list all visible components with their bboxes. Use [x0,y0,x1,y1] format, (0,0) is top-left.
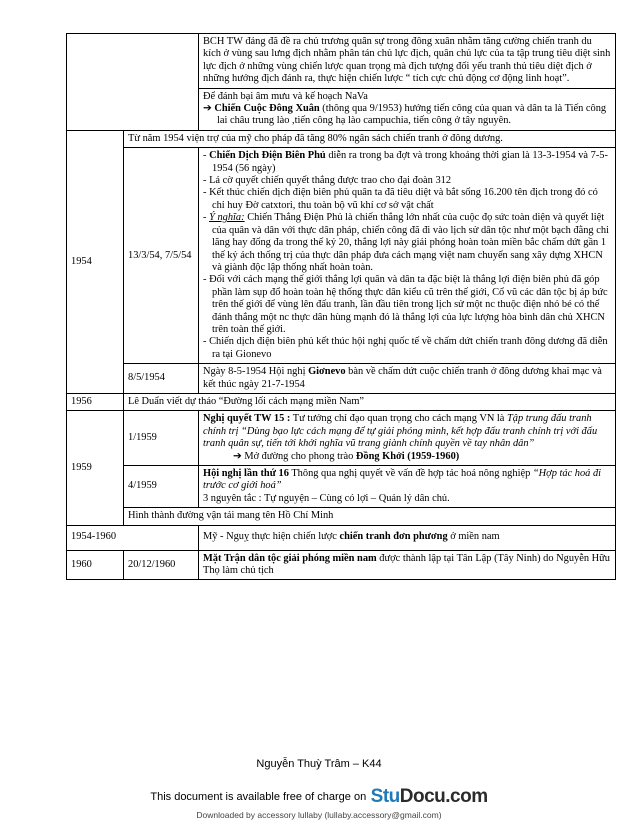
logo-com: .com [445,786,488,807]
year-cell: 1960 [67,550,124,580]
bold-text: Chiến Cuộc Đông Xuân [214,103,320,115]
year-cell: 1954 [67,130,124,393]
table-row [67,466,616,508]
dash: - [203,150,207,162]
bullet [203,336,611,361]
text: diễn ra trong ba đợt và trong khoảng thời gian là 13-3-1954 và 7-5-1954 (56 ngày) [212,150,608,174]
text: Chiến Thắng Điện Phủ là chiến thắng lớn nhất của cuộc đọ sức toàn diện và quyết liệt của quân và dân với thực dân pháp, chiến công đã đi vào lịch sử dân tộc như một bạch đằng chi lăng hay đống đa trong thế kỷ 20, thắng lợi này giải phóng hoàn toàn miền bắc chấm dứt gần 1 thế kỷ ách thống trị của thực dân pháp đưa cách mạng việt nam chuyển sang xây dựng XHCN và giành độc lập thống nhất hoàn toàn. [212,212,609,273]
free-notice: This document is available free of charge on [150,791,367,803]
studocu-logo[interactable] [371,786,488,807]
table-row [67,508,616,525]
table-row [67,525,616,550]
paragraph: Để đánh bại âm mưu và kế hoạch NaVa [203,90,368,102]
italic-text: “Hợp tác hoá đi trước cơ giới hoá” [203,468,602,492]
cell-text: Hình thành đường vận tải mang tên Hồ Chí Minh [124,508,616,525]
text: Kết thúc chiến dịch điện biên phủ quân ta đã tiêu diệt và bắt sống 16.200 tên địch trong đó có chỉ huy Đờ catxtori, thu toàn bộ vũ khí cơ sở vật chất [209,187,598,211]
table-row [67,550,616,580]
author-footer: Nguyễn Thuỳ Trâm – K44 [256,758,382,770]
cell-text [199,550,616,580]
cell-text [199,148,616,364]
text: Mỹ - Nguỵ thực hiện chiến lược [203,531,340,543]
cell-text: BCH TW đảng đã đề ra chủ trương quân sự trong đông xuân nhằm tăng cường chiến tranh du kích ở vùng sau lưng địch nhằm phân tán chủ lực địch, quân chủ lực của ta tập trung tiêu diệt sinh lực địch ở những vùng chiến lược quan trọng mà địch tượng đối yếu tranh thủ tiêu diệt địch ở những hướng địch đánh ra, thực hiện chiến lược “ tích cực chủ động cơ động linh hoạt”. [199,34,616,89]
table-row [67,393,616,410]
history-table [66,33,616,580]
dash: - [203,187,207,199]
bold-text: Nghị quyết TW 15 : [203,413,291,425]
logo-stu: Stu [370,786,400,807]
date-cell: 8/5/1954 [124,364,199,394]
dash: - [203,212,207,224]
text: Đối với cách mạng thế giới thắng lợi quân và dân ta đặc biệt là thắng lợi điện biên phủ đã góp phần làm sụp đổ hoàn toàn hệ thống thực dân kiểu cũ trên thế giới, Cổ vũ các dân tộc bị áp bức trên thế giới để vùng lên đấu tranh, lần đầu tiên trong lịch sử một nc thuộc điện nhỏ bé có thể đánh thắng một nc thực dân hùng mạnh đó là thắng lợi của lực lượng hòa bình dân chủ XHCN trên toàn thế giới. [209,274,608,335]
cell-text [199,88,616,130]
text: Ngày 8-5-1954 Hội nghị [203,366,309,378]
text: bàn về chấm dứt cuộc chiến tranh ở đông dương khai mạc và kết thúc ngày 21-7-1954 [203,366,602,390]
label-text: Ý nghĩa: [209,212,245,224]
paragraph [203,413,611,450]
bold-text: Giơnevo [308,366,346,378]
paragraph: 3 nguyên tắc : Tự nguyện – Cùng có lợi – Quản lý dân chủ. [203,492,450,504]
arrow-line [203,451,611,463]
table-row [67,130,616,147]
arrow-line [203,103,611,128]
date-cell: 4/1959 [124,466,199,508]
year-cell: 1959 [67,411,124,525]
bold-text: Hội nghị lần thứ 16 [203,468,289,479]
cell-text: Từ năm 1954 viện trợ của mỹ cho pháp đã tăng 80% ngân sách chiến tranh ở đông dương. [124,130,616,147]
bullet [203,212,611,274]
date-cell: 1/1959 [124,411,199,466]
dash: - [203,336,207,348]
arrow-icon: ➔ [233,450,242,462]
bullet [203,150,611,175]
text: Tư tưởng chỉ đạo quan trọng cho cách mạng VN là [290,413,508,425]
arrow-icon: ➔ [203,103,212,115]
table-row [67,34,616,89]
date-cell: 13/3/54, 7/5/54 [124,148,199,364]
text: được thành lập tại Tân Lập (Tây Ninh) do Nguyễn Hữu Thọ làm chủ tịch [203,552,610,577]
bullet [203,187,611,212]
date-cell: 20/12/1960 [124,550,199,580]
dash: - [203,175,207,187]
text: ở miền nam [447,531,500,543]
text: (thông qua 9/1953) hướng tiến công của quan và dân ta là Tiến công lai châu trung lào ,tiến công hạ lào campuchia, tiến công ở tây nguyên. [217,103,607,127]
bold-text: Đồng Khởi (1959-1960) [355,450,460,462]
bold-text: chiến tranh đơn phương [339,531,448,543]
italic-text: Tập trung đấu tranh chính trị “Dùng bạo lực cách mạng để tự giải phóng mình, kết hợp đấu tranh chính trị với đấu tranh quân sự, tiến tới khởi nghĩa vũ trang giành chính quyền về tay nhân dân” [203,413,598,450]
text: Mở đường cho phong trào [244,450,356,462]
dash: - [203,274,207,286]
text: Thông qua nghị quyết về vấn đề hợp tác hoá nông nghiệp [288,468,533,479]
empty-cell [67,34,199,131]
text: Lá cờ quyết chiến quyết thắng được trao cho đại đoàn 312 [209,175,452,187]
cell-text [199,411,616,466]
bullet [203,175,611,187]
logo-docu: Docu [399,786,446,807]
cell-text [199,525,616,550]
table-row [67,148,616,364]
download-notice: Downloaded by accessory lullaby (lullaby.accessory@gmail.com) [196,810,442,820]
bold-text: Mặt Trận dân tộc giải phóng miền nam [203,552,377,564]
table-row [67,411,616,466]
year-cell: 1956 [67,393,124,410]
cell-text [199,466,616,508]
bullet [203,274,611,336]
studocu-banner[interactable] [0,786,638,808]
table-row [67,364,616,394]
text: Chiến dịch điện biên phủ kết thúc hội nghị quốc tế về chấm dứt chiến tranh đông dương đã diễn ra tại Gionevo [209,336,608,360]
bold-text: Chiến Dịch Điện Biên Phủ [209,150,326,162]
cell-text: Lê Duẩn viết dự thảo “Đường lối cách mạng miền Nam” [124,393,616,410]
paragraph [203,468,611,493]
year-cell: 1954-1960 [67,525,199,550]
cell-text [199,364,616,394]
